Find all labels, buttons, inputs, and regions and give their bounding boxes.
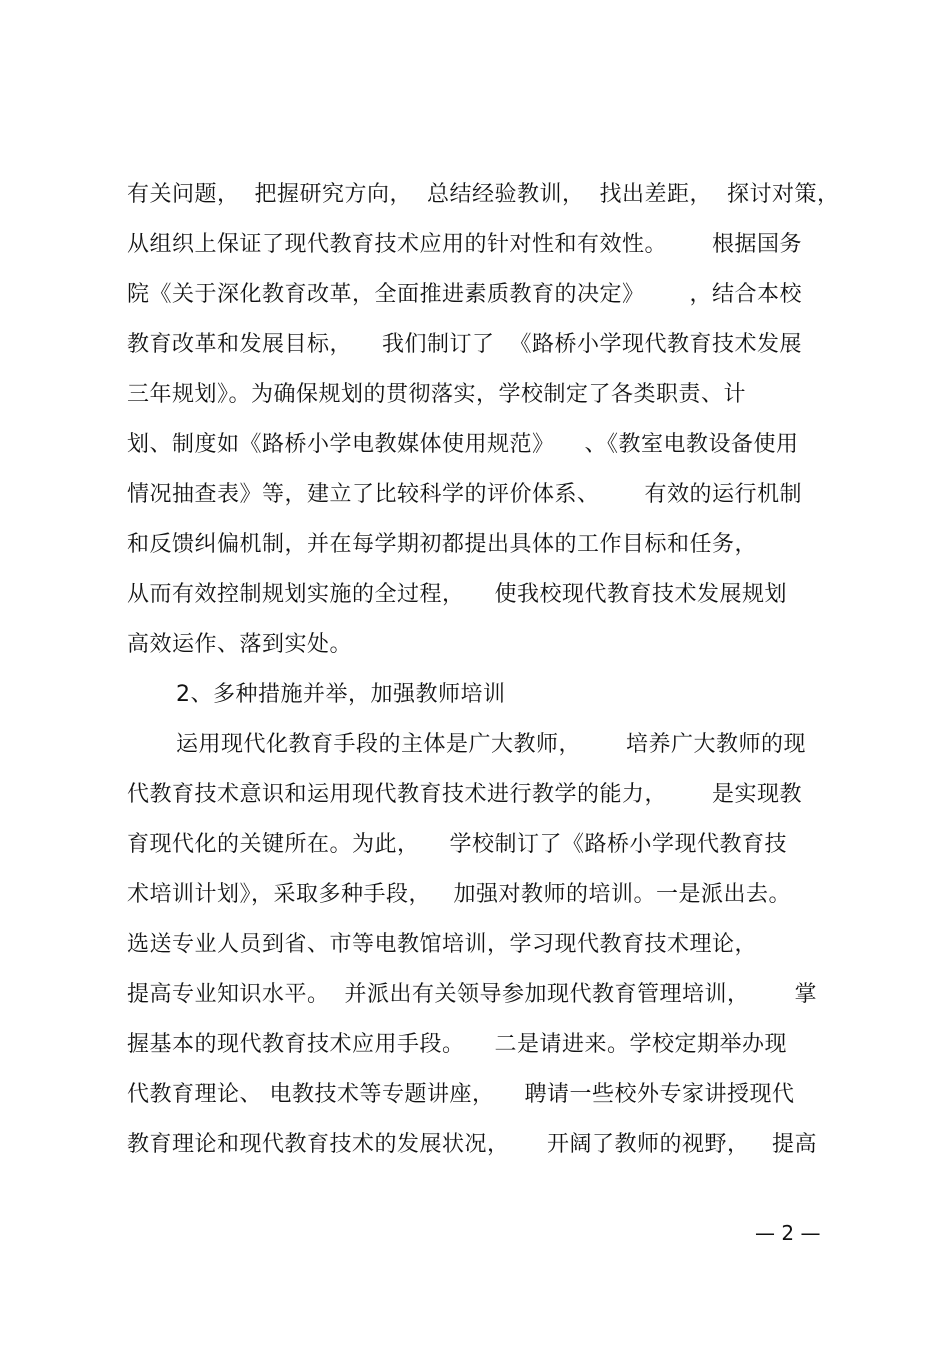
text-line: 运用现代化教育手段的主体是广大教师， 培养广大教师的现 <box>176 732 806 757</box>
text-line: 划、制度如《路桥小学电教媒体使用规范》 、《教室电教设备使用 <box>127 432 799 457</box>
text-line: 从组织上保证了现代教育技术应用的针对性和有效性。 根据国务 <box>127 232 802 257</box>
text-line: 代教育技术意识和运用现代教育技术进行教学的能力， 是实现教 <box>127 782 802 807</box>
text-line: 选送专业人员到省、市等电教馆培训，学习现代教育技术理论， <box>127 932 758 957</box>
text-line: 从而有效控制规划实施的全过程， 使我校现代教育技术发展规划 <box>127 582 787 607</box>
text-line: 教育改革和发展目标， 我们制订了 《路桥小学现代教育技术发展 <box>127 332 802 357</box>
section-heading: 2、多种措施并举，加强教师培训 <box>176 682 506 707</box>
text-line: 情况抽查表》等，建立了比较科学的评价体系、 有效的运行机制 <box>127 482 802 507</box>
text-line: 教育理论和现代教育技术的发展状况， 开阔了教师的视野， 提高 <box>127 1132 817 1157</box>
page-number: — 2 — <box>755 1221 821 1245</box>
text-line: 育现代化的关键所在。为此， 学校制订了《路桥小学现代教育技 <box>127 832 787 857</box>
text-line: 握基本的现代教育技术应用手段。 二是请进来。学校定期举办现 <box>127 1032 787 1057</box>
text-line: 提高专业知识水平。 并派出有关领导参加现代教育管理培训， 掌 <box>127 982 817 1007</box>
text-line: 院《关于深化教育改革，全面推进素质教育的决定》 ，结合本校 <box>127 282 802 307</box>
text-line: 有关问题， 把握研究方向， 总结经验教训， 找出差距， 探讨对策， <box>127 182 840 207</box>
text-line: 和反馈纠偏机制，并在每学期初都提出具体的工作目标和任务， <box>127 532 758 557</box>
text-line: 代教育理论、 电教技术等专题讲座， 聘请一些校外专家讲授现代 <box>127 1082 795 1107</box>
text-line: 三年规划》。为确保规划的贯彻落实，学校制定了各类职责、计 <box>127 382 747 407</box>
text-line: 高效运作、落到实处。 <box>127 632 353 657</box>
text-line: 术培训计划》，采取多种手段， 加强对教师的培训。一是派出去。 <box>127 882 791 907</box>
